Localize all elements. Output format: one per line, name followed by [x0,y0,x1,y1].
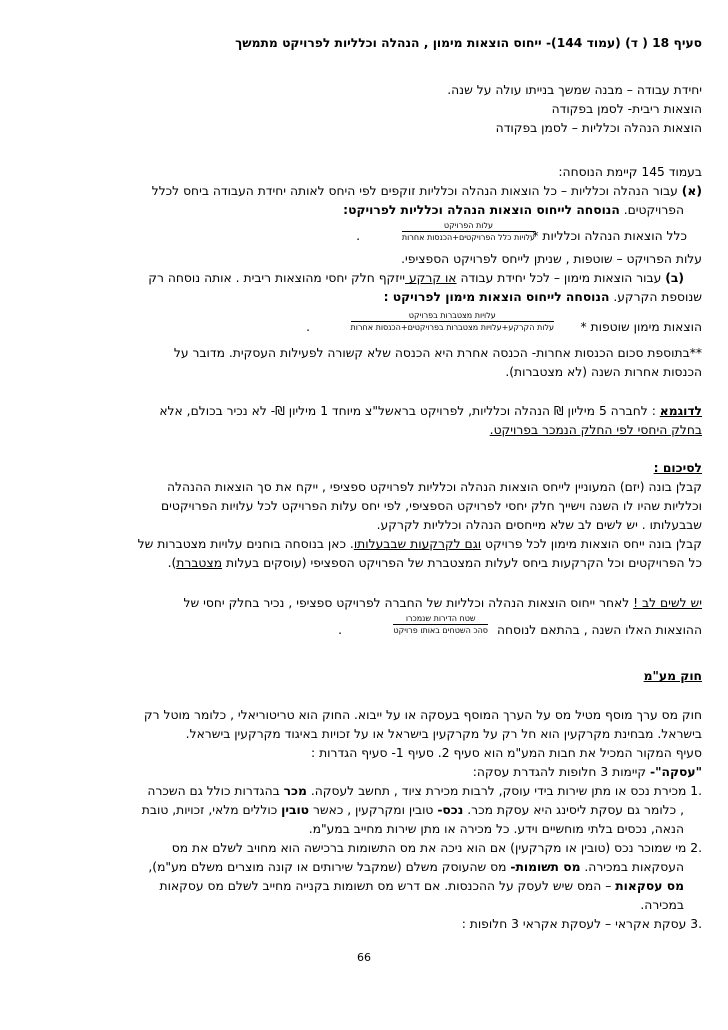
formula-a-end: . [356,229,360,243]
fraction-denominator: סהכ השטחים באותו פרויקט [393,626,488,635]
deal-item-1-line-1: .1 מכירת נכס או מתן שירות בידי עוסק, לרבות מכירת ציוד , תחשב לעסקה. מכר בהגדרות כולל גם השכרה [147,784,702,798]
note-line-1: **בתוספת סכום הכנסות אחרות- הכנסה אחרת היא הכנסה שלא קשורה לפעילות העסקית. מדובר על [173,346,702,360]
summary-line-1: קבלן בונה (יזם) המעוניין לייחס הוצאות הנהלה וכלליות לפרויקט ספציפי , ייקח את סך הוצאות ההנהלה [166,480,702,494]
attention-line-1: יש לשים לב ! לאחר ייחוס הוצאות הנהלה וכלליות של החברה לפרויקט ספציפי , נכיר בחלק יחסי של [183,596,702,610]
list-number: .2 [690,841,702,855]
summary-line-5: כל הפרויקטים וכל הקרקעות ביחס לעלות המצטברת של הפרויקט הספציפי (עוסקים בעלות מצטברת). [167,556,702,570]
deal-item-1-line-2: , כלומר גם עסקת ליסינג היא עסקת מכר. נכס- טובין ומקרקעין , כאשר טובין כוללים מלאי, זכויות, טובת [141,803,684,817]
summary-heading: לסיכום : [653,461,702,475]
fraction-numerator: עלות הפרויקט [402,221,535,232]
example-line-1: לדוגמא : לחברה 5 מיליון ₪ הנהלה וכלליות, לפרויקט בראשל"צ מיוחד 1 מיליון ₪- לא נכיר בכולם, אלא [159,404,702,418]
summary-line-3: שבבעלותו . יש לשים לב שלא מייחסים הנהלה וכלליות לקרקע. [376,518,702,532]
deal-item-2-line-1: .2 מי שמוכר נכס (טובין או מקרקעין) אם הוא ניכה את מס התשומות ברכישה הוא מחויב לשלם את מס [171,841,702,855]
intro-line-1: יחידת עבודה – מבנה שמשך בנייתו עולה על שנה. [447,83,702,97]
attention-line-2: ההוצאות האלו השנה , בהתאם לנוסחה [496,623,702,637]
attention-label: יש לשים לב ! [633,596,702,610]
summary-line-2: וכלליות שהיו לו השנה וישייך חלק יחסי לפרויקט הספציפי, לפי יחס עלות הפרויקט לכל עלויות הפרויקטים [160,499,702,513]
formula-b-fraction [351,311,554,332]
section-a-label: (א) [681,184,702,198]
summary-line-4: קבלן בונה ייחס הוצאות מימון לכל פרויקט וגם לקרקעות שבבעלותו. כאן בנוסחה בוחנים עלויות מצטברות של [137,537,702,551]
section-b-line-1: (ב) עבור הוצאות מימון – לכל יחידת עבודה או קרקע ייזקף חלק יחסי מהוצאות ריבית . אותה נוסחה רק [148,271,684,285]
section-b-label: (ב) [665,271,684,285]
formula-intro: בעמוד 145 קיימת הנוסחה: [558,165,702,179]
project-cost-definition: עלות הפרויקט – שוטפות , שניתן לייחס לפרויקט הספציפי. [401,252,702,266]
deal-item-2-line-3: מס עסקאות – המס שיש לעסק על ההכנסות. אם דרש מס תשומות בקנייה מחייב לשלם מס עסקאות [159,879,684,893]
fraction-denominator: עלות הקרקע+עלויות מצטברות בפרויקטים+הכנסות אחרות [350,323,554,332]
fraction-numerator: עלויות מצטברות בפרויקט [351,311,554,322]
vat-line-2: בישראל. מבחינת מקרקעין הוא חל רק על מקרקעין בישראל או על זכויות באיגוד מקרקעין בישראל. [185,727,702,741]
section-a-line-1: (א) עבור הנהלה וכלליות – כל הוצאות הנהלה וכלליות זוקפים לפי היחס לאותה יחידת העבודה ביחס לכלל [151,184,702,198]
attention-end: . [338,623,342,637]
section-title: סעיף 18 ( ד) (עמוד 144)- ייחוס הוצאות מימון , הנהלה וכלליות לפרויקט מתמשך [235,36,702,50]
attention-fraction [393,614,488,635]
vat-line-3: סעיף המקור המכיל את חבות המע"מ הוא סעיף 2. סעיף 1- סעיף הגדרות : [311,746,702,760]
note-line-2: הכנסות אחרות השנה (לא מצטברות). [505,365,702,379]
fraction-denominator: עלויות כלל הפרויקטים+הכנסות אחרות [401,233,535,242]
section-a-line-2: הפרויקטים. הנוסחה לייחוס הוצאות הנהלה וכלליות לפרויקט: [343,203,684,217]
formula-a-fraction [402,221,535,242]
example-line-2: בחלק היחסי לפי החלק הנמכר בפרויקט. [489,423,702,437]
formula-b-end: . [306,320,310,334]
example-label: לדוגמא [659,404,702,418]
intro-line-2: הוצאות ריבית- לסמן בפקודה [551,102,702,116]
intro-line-3: הוצאות הנהלה וכלליות – לסמן בפקודה [495,121,702,135]
deal-item-3-line-1: .3 עסקת אקראי – לעסקת אקראי 3 חלופות : [461,917,702,931]
fraction-numerator: שטח הדירות שנמכרו [393,614,488,625]
deal-item-1-line-3: הנאה, נכסים בלתי מוחשיים וידע. כל מכירה או מתן שירות מחייב במע"מ. [308,822,684,836]
list-number: .3 [690,917,702,931]
formula-b-text: הוצאות מימון שוטפות * [580,320,702,334]
formula-a-text: כלל הוצאות הנהלה וכלליות * [532,229,687,243]
vat-line-1: חוק מס ערך מוסף מטיל מס על הערך המוסף בעסקה או על ייבוא. החוק הוא טריטוריאלי , כלומר מוטל רק [143,708,702,722]
section-b-line-2: שנוספת הקרקע. הנוסחה לייחוס הוצאות מימון לפרויקט : [383,290,702,304]
list-number: .1 [690,784,702,798]
vat-heading: חוק מע"מ [643,669,702,683]
deal-item-2-line-2: העסקאות במכירה. מס תשומות- מס שהעוסק משלם (שמקבל שירותים או קונה מוצרים משלם מע"מ), [148,860,684,874]
deal-definition: "עסקה"- קיימות 3 חלופות להגדרת עסקה: [472,765,702,779]
deal-item-2-line-4: במכירה. [640,898,684,912]
page-number: 66 [357,951,371,964]
